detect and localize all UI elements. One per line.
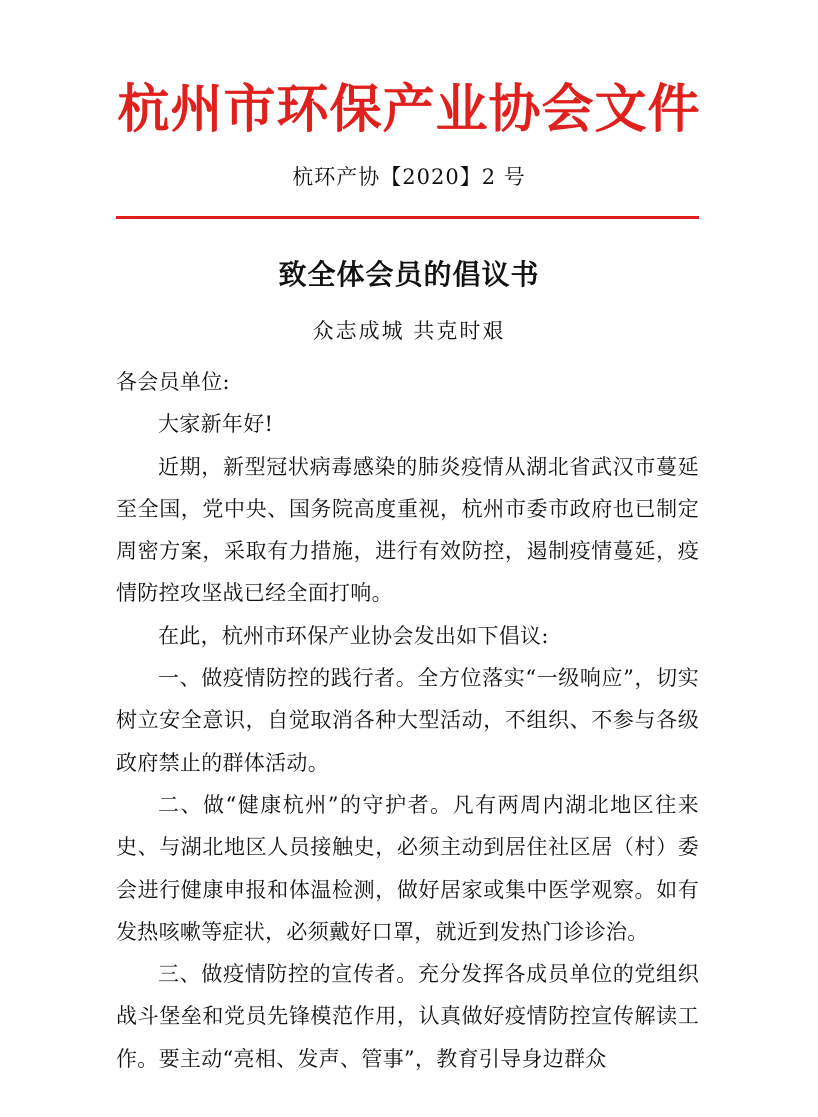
document-number: 杭环产协【2020】2 号 (292, 165, 526, 189)
paragraph-intro: 在此，杭州市环保产业协会发出如下倡议: (158, 623, 549, 648)
paragraph-item-2: 二、做“健康杭州”的守护者。凡有两周内湖北地区往来史、与湖北地区人员接触史，必须主动到居住社区居（村）委会进行健康申报和体温检测，做好居家或集中医学观察。如有发热咳嗽等症状，必须戴好口罩，就近到发热门诊诊治。 (116, 792, 699, 944)
paragraph-item-3: 三、做疫情防控的宣传者。充分发挥各成员单位的党组织战斗堡垒和党员先锋模范作用，认真做好疫情防控宣传解读工作。要主动“亮相、发声、管事”，教育引导身边群众 (116, 962, 699, 1071)
letter-subtitle: 众志成城 共克时艰 (312, 319, 506, 343)
letter-title: 致全体会员的倡议书 (278, 258, 540, 291)
paragraph-background: 近期，新型冠状病毒感染的肺炎疫情从湖北省武汉市蔓延至全国，党中央、国务院高度重视，杭州市委市政府也已制定周密方案，采取有力措施，进行有效防控，遏制疫情蔓延，疫情防控攻坚战已经全面打响。 (116, 454, 699, 606)
paragraph-greeting: 大家新年好! (158, 412, 274, 437)
letter-body (116, 361, 699, 1080)
paragraph-item-1: 一、做疫情防控的践行者。全方位落实“一级响应”，切实树立安全意识，自觉取消各种大型活动，不组织、不参与各级政府禁止的群体活动。 (116, 666, 699, 775)
red-divider-rule (116, 216, 699, 219)
salutation: 各会员单位: (116, 370, 230, 394)
document-header-title: 杭州市环保产业协会文件 (117, 79, 701, 140)
